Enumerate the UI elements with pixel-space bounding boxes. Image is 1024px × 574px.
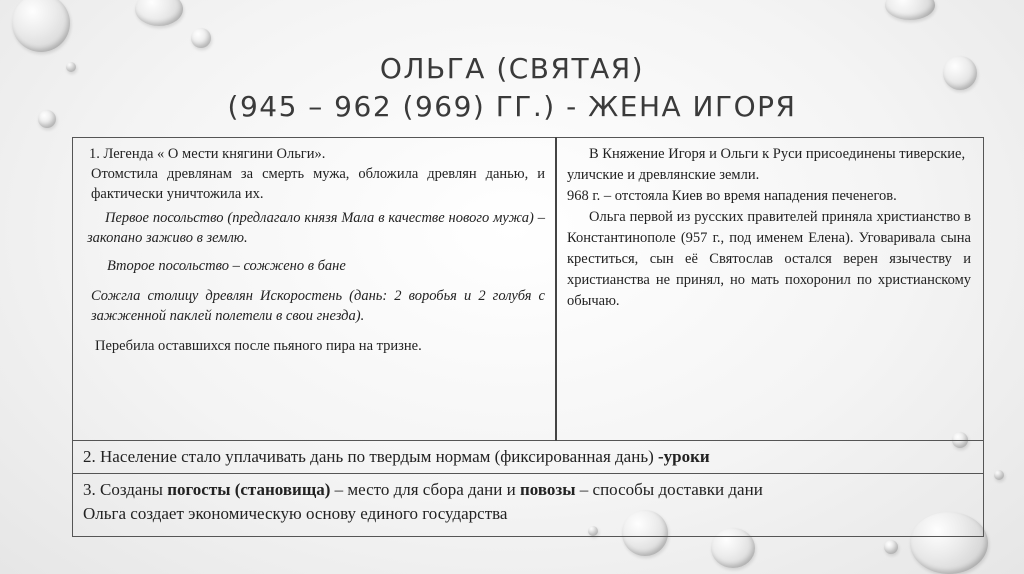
table-row-3 <box>73 474 984 537</box>
content-table <box>72 137 984 537</box>
pogosty-text-e: – способы доставки дани <box>575 480 763 499</box>
table-row-1 <box>73 138 984 441</box>
reign-cell <box>556 138 984 441</box>
reign-lands: В Княжение Игоря и Ольги к Руси присоединены тиверские, уличские и древлянские земли. <box>567 146 966 183</box>
pogosty-text-a: 3. Созданы <box>83 480 168 499</box>
pogosty-cell <box>73 474 984 537</box>
title-line-1: ОЛЬГА (СВЯТАЯ) <box>379 52 645 85</box>
reign-kiev-defense: 968 г. – отстояла Киев во время нападения печенегов. <box>567 188 897 204</box>
tribute-text: 2. Население стало уплачивать дань по твердым нормам (фиксированная дань) <box>83 447 658 466</box>
legend-heading: 1. Легенда « О мести княгини Ольги». <box>89 146 326 162</box>
povozy-term: повозы <box>519 480 576 499</box>
legend-iskorosten: Сожгла столицу древлян Искоростень (дань: 2 воробья и 2 голубя с зажженной паклей полетели в свои гнезда). <box>91 288 545 324</box>
slide-title <box>0 50 1024 126</box>
legend-feast: Перебила оставшихся после пьяного пира на тризне. <box>95 338 422 354</box>
reign-christianity: Ольга первой из русских правителей приняла христианство в Константинополе (957 г., под именем Елена). Уговаривала сына креститься, сын её Святослав остался верен язычеству и христианства не принял, но мать похоронил по христианскому обычаю. <box>567 209 971 309</box>
tribute-cell <box>73 441 984 474</box>
legend-cell <box>73 138 557 441</box>
pogosty-text-c: – место для сбора дани и <box>330 480 520 499</box>
economy-line: Ольга создает экономическую основу единого государства <box>83 504 508 523</box>
legend-second-embassy: Второе посольство – сожжено в бане <box>107 258 346 274</box>
legend-first-embassy: Первое посольство (предлагало князя Мала в качестве нового мужа) – закопано заживо в землю. <box>87 210 545 246</box>
title-line-2: (945 – 962 (969) ГГ.) - ЖЕНА ИГОРЯ <box>227 90 797 123</box>
table-row-2 <box>73 441 984 474</box>
pogosty-line <box>83 478 973 502</box>
pogosty-term: погосты (становища) <box>167 480 331 499</box>
tribute-term: -уроки <box>658 447 710 466</box>
legend-revenge: Отомстила древлянам за смерть мужа, обложила древлян данью, и фактически уничтожила их. <box>91 166 545 202</box>
